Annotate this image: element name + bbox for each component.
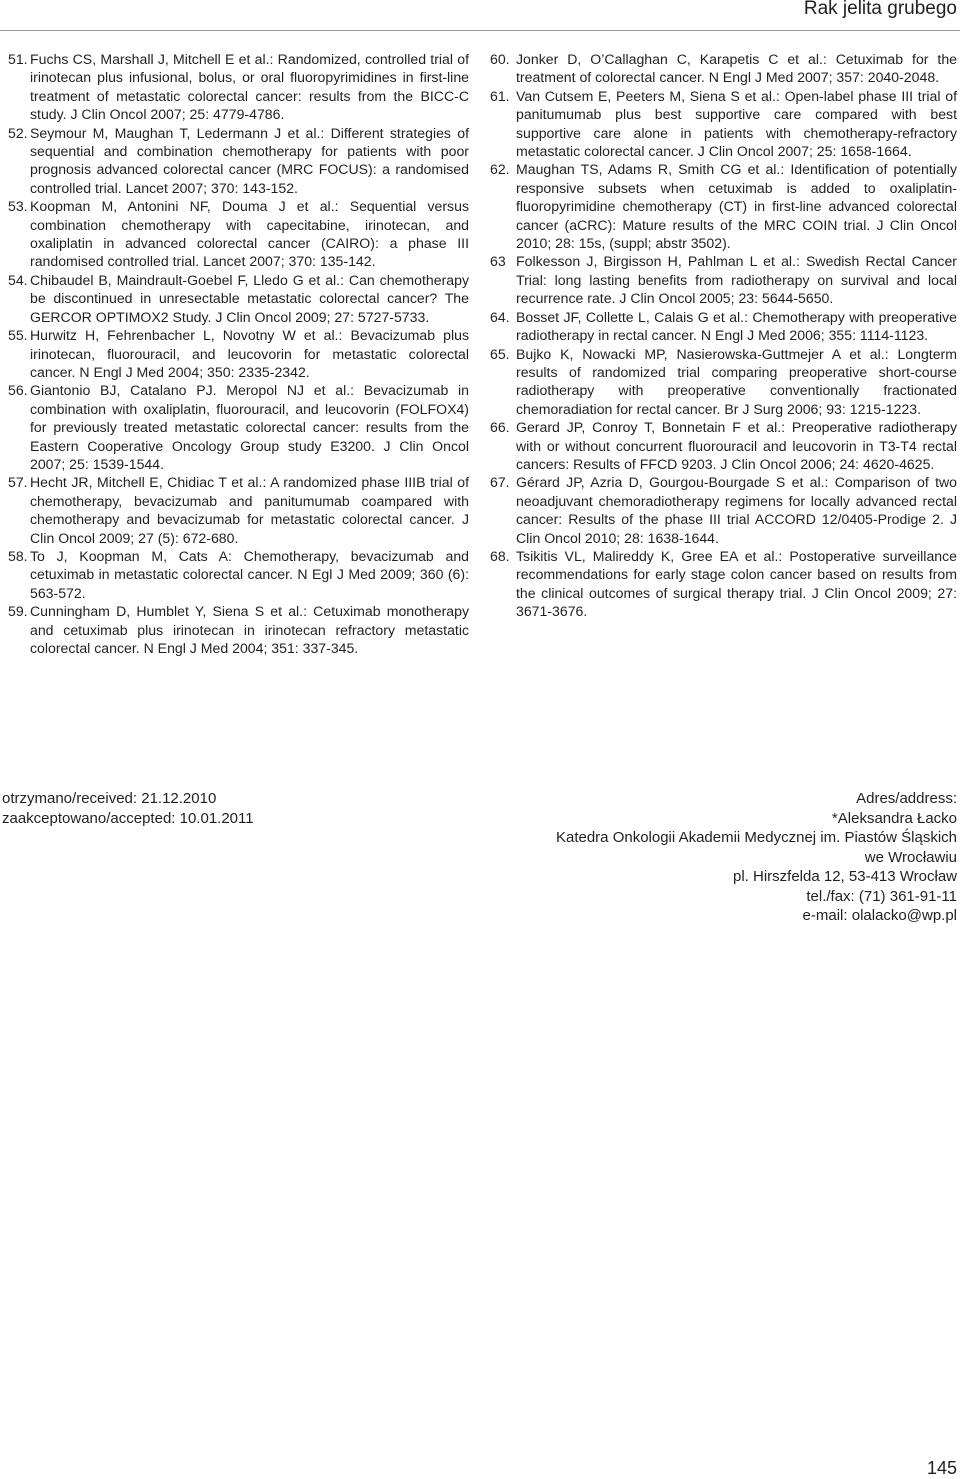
reference-item bbox=[490, 418, 957, 473]
reference-number: 59. bbox=[8, 603, 28, 620]
received-dates bbox=[2, 789, 254, 828]
reference-number: 67. bbox=[490, 474, 510, 491]
phone-fax: tel./fax: (71) 361-91-11 bbox=[806, 887, 957, 905]
reference-number: 63 bbox=[490, 253, 506, 270]
reference-text: Hecht JR, Mitchell E, Chidiac T et al.: A randomized phase IIIB trial of chemotherapy, bevacizumab and panitumumab coampared with chemotherapy and bevacizumab for metastatic colorectal cancer. J Clin Oncol 2009; 27 (5): 672-680. bbox=[30, 474, 469, 546]
reference-number: 66. bbox=[490, 419, 510, 436]
reference-text: Van Cutsem E, Peeters M, Siena S et al.: Open-label phase III trial of panitumumab plus best supportive care compared with best supportive care alone in patients with chemotherapy-refractory metastatic colorectal cancer. J Clin Oncol 2007; 25: 1658-1664. bbox=[516, 87, 957, 160]
reference-item bbox=[490, 50, 957, 87]
reference-item bbox=[8, 124, 469, 198]
address-label: Adres/address: bbox=[856, 790, 957, 807]
reference-text: Tsikitis VL, Malireddy K, Gree EA et al.: Postoperative surveillance recommendations for early stage colon cancer based on results from the clinical outcomes of surgical therapy trial. J Clin Oncol 2009; 27: 3671-3676. bbox=[516, 547, 957, 620]
reference-item bbox=[8, 326, 469, 381]
reference-text: Gérard JP, Azria D, Gourgou-Bourgade S et al.: Comparison of two neoadjuvant chemoradiotherapy regimens for locally advanced rectal cancer: Results of the phase III trial ACCORD 12/0405-Prodige 2. J Clin Oncol 2010; 28: 1638-1644. bbox=[516, 474, 957, 546]
reference-text: Bosset JF, Collette L, Calais G et al.: Chemotherapy with preoperative radiotherapy in rectal cancer. N Engl J Med 2006; 355: 1114-1123. bbox=[516, 308, 957, 344]
reference-item bbox=[490, 87, 957, 161]
reference-text: To J, Koopman M, Cats A: Chemotherapy, bevacizumab and cetuximab in metastatic colorectal cancer. N Egl J Med 2009; 360 (6): 563-572. bbox=[30, 547, 469, 601]
page-number: 145 bbox=[926, 1458, 957, 1478]
reference-item bbox=[490, 547, 957, 621]
reference-number: 57. bbox=[8, 474, 28, 491]
reference-item bbox=[8, 197, 469, 271]
reference-item bbox=[490, 252, 957, 307]
reference-number: 68. bbox=[490, 547, 510, 564]
references-column-left bbox=[8, 50, 469, 657]
running-header-title: Rak jelita grubego bbox=[803, 0, 957, 19]
reference-item bbox=[490, 308, 957, 345]
reference-item bbox=[8, 50, 469, 124]
reference-item bbox=[8, 381, 469, 473]
received-date: otrzymano/received: 21.12.2010 bbox=[2, 790, 217, 807]
reference-text: Gerard JP, Conroy T, Bonnetain F et al.: Preoperative radiotherapy with or without concurrent fluorouracil and leucovorin in T3-T4 rectal cancers: Results of FFCD 9203. J Clin Oncol 2006; 24: 4620-4625. bbox=[516, 419, 957, 472]
reference-number: 60. bbox=[490, 51, 510, 67]
reference-text: Hurwitz H, Fehrenbacher L, Novotny W et al.: Bevacizumab plus irinotecan, fluorouracil, and leucovorin for metastatic colorectal cancer. N Engl J Med 2004; 350: 2335-2342. bbox=[30, 327, 469, 380]
city-line: we Wrocławiu bbox=[864, 848, 957, 866]
reference-text: Chibaudel B, Maindrault-Goebel F, Lledo G et al.: Can chemotherapy be discontinued in unresectable metastatic colorectal cancer? The GERCOR OPTIMOX2 Study. J Clin Oncol 2009; 27: 5727-5733. bbox=[30, 271, 469, 325]
reference-item bbox=[490, 160, 957, 252]
accepted-date: zaakceptowano/accepted: 10.01.2011 bbox=[2, 809, 254, 827]
reference-text: Maughan TS, Adams R, Smith CG et al.: Identification of potentially responsive subsets when cetuximab is added to oxaliplatin-fluoropyrimidine chemotherapy (CT) in first-line advanced colorectal cancer (aCRC): Mature results of the MRC COIN trial. J Clin Oncol 2010; 28: 15s, (suppl; abstr 3502). bbox=[516, 161, 957, 252]
reference-number: 58. bbox=[8, 547, 28, 564]
email-address: e-mail: olalacko@wp.pl bbox=[802, 907, 957, 924]
reference-text: Bujko K, Nowacki MP, Nasierowska-Guttmejer A et al.: Longterm results of randomized trial comparing preoperative short-course radiotherapy with preoperative conventionally fractionated chemoradiation for rectal cancer. Br J Surg 2006; 93: 1215-1223. bbox=[516, 345, 957, 417]
street-address: pl. Hirszfelda 12, 53-413 Wrocław bbox=[733, 868, 957, 885]
reference-item bbox=[490, 345, 957, 419]
reference-item bbox=[8, 547, 469, 602]
reference-number: 61. bbox=[490, 87, 510, 104]
institution: Katedra Onkologii Akademii Medycznej im. Piastów Śląskich bbox=[555, 829, 957, 846]
reference-number: 56. bbox=[8, 382, 28, 399]
reference-text: Koopman M, Antonini NF, Douma J et al.: Sequential versus combination chemotherapy with capecitabine, irinotecan, and oxaliplatin in advanced colorectal cancer (CAIRO): a phase III randomised controlled trial. Lancet 2007; 370: 135-142. bbox=[30, 198, 469, 270]
reference-number: 53. bbox=[8, 198, 28, 215]
running-header bbox=[0, 0, 960, 31]
reference-number: 55. bbox=[8, 327, 28, 344]
reference-item bbox=[490, 473, 957, 547]
reference-text: Fuchs CS, Marshall J, Mitchell E et al.: Randomized, controlled trial of irinotecan plus infusional, bolus, or oral fluoropyrimidines in first-line treatment of metastatic colorectal cancer: results from the BICC-C study. J Clin Oncol 2007; 25: 4779-4786. bbox=[30, 51, 469, 123]
reference-number: 64. bbox=[490, 308, 510, 325]
reference-number: 65. bbox=[490, 345, 510, 362]
reference-item bbox=[8, 602, 469, 657]
reference-number: 52. bbox=[8, 124, 28, 141]
reference-text: Giantonio BJ, Catalano PJ. Meropol NJ et al.: Bevacizumab in combination with oxaliplatin, fluorouracil, and leucovorin (FOLFOX4) for previously treated metastatic colorectal cancer: results from the Eastern Cooperative Oncology Group study E3200. J Clin Oncol 2007; 25: 1539-1544. bbox=[30, 382, 469, 472]
references-column-right bbox=[490, 50, 957, 621]
reference-text: Seymour M, Maughan T, Ledermann J et al.: Different strategies of sequential and combination chemotherapy for patients with poor prognosis advanced colorectal cancer (MRC FOCUS): a randomised controlled trial. Lancet 2007; 370: 143-152. bbox=[30, 124, 469, 196]
reference-number: 51. bbox=[8, 51, 28, 67]
reference-number: 54. bbox=[8, 271, 28, 288]
author-name: *Aleksandra Łacko bbox=[831, 809, 957, 827]
reference-number: 62. bbox=[490, 161, 510, 178]
reference-text: Jonker D, O’Callaghan C, Karapetis C et al.: Cetuximab for the treatment of colorectal cancer. N Engl J Med 2007; 357: 2040-2048. bbox=[516, 51, 957, 86]
reference-text: Folkesson J, Birgisson H, Pahlman L et al.: Swedish Rectal Cancer Trial: long lasting benefits from radiotherapy on survival and local recurrence rate. J Clin Oncol 2005; 23: 5644-5650. bbox=[516, 253, 957, 307]
reference-text: Cunningham D, Humblet Y, Siena S et al.: Cetuximab monotherapy and cetuximab plus irinotecan in irinotecan refractory metastatic colorectal cancer. N Engl J Med 2004; 351: 337-345. bbox=[30, 603, 469, 656]
correspondence-address bbox=[497, 789, 957, 926]
reference-item bbox=[8, 473, 469, 547]
reference-item bbox=[8, 271, 469, 326]
